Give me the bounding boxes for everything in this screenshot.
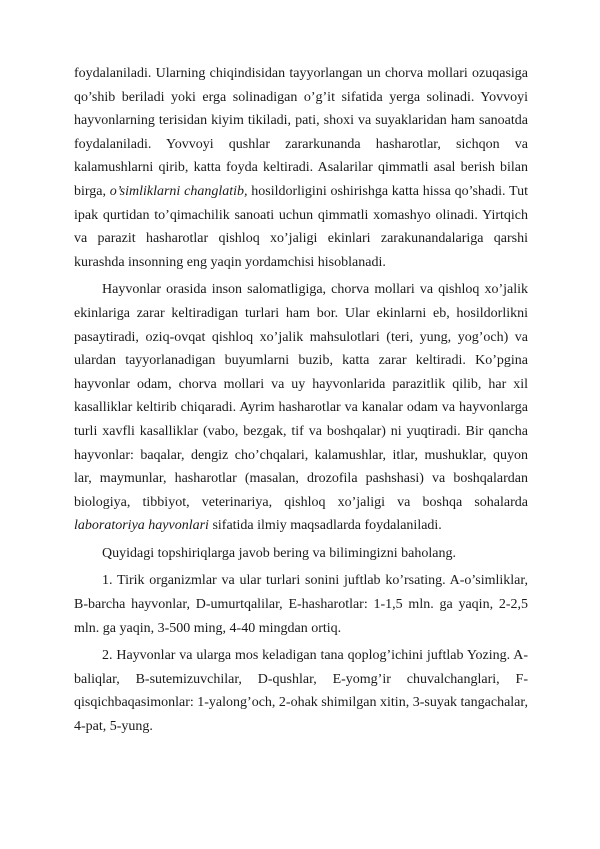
paragraph-text: 2. Hayvonlar va ularga mos keladigan tana qoplog’ichini juftlab Yozing. A-baliqlar, B-sutemizuvchilar, D-qushlar, E-yomg’ir chuvalchanglari, F-qisqichbaqasimonlar: 1-yalong’och, 2-ohak shimilgan xitin, 3-suyak tangachalar, 4-pat, 5-yung. bbox=[74, 648, 528, 735]
paragraph-text: hosildorligini oshirishga katta hissa qo’shadi. Tut ipak qurtidan to’qimachilik sanoati uchun qimmatli xomashyo olinadi. Yirtqich va parazit hasharotlar qishloq xo’jaligi ekinlari zarakunandalariga qarshi kurashda insonning eng yaqin yordamchisi hisoblanadi. bbox=[74, 183, 528, 270]
paragraph-harmful-animals bbox=[74, 278, 528, 538]
paragraph-text: sifatida ilmiy maqsadlarda foydalaniladi. bbox=[208, 518, 442, 534]
italic-term: laboratoriya hayvonlari bbox=[74, 518, 209, 534]
paragraph-tasks-intro bbox=[74, 542, 528, 566]
paragraph-text: Hayvonlar orasida inson salomatligiga, chorva mollari va qishloq xo’jalik ekinlariga zarar keltiradigan turlari ham bor. Ular ekinlarni eb, hosildorlikni pasaytiradi, oziq-ovqat qishloq xo’jalik mahsulotlari (teri, yung, yog’och) va ulardan tayyorlanadigan buyumlarni buzib, katta zarar keltiradi. Ko’pgina hayvonlar odam, chorva mollari va uy hayvonlarida parazitlik qilib, har xil kasalliklar keltirib chiqaradi. Ayrim hasharotlar va kanalar odam va hayvonlarga turli xavfli kasalliklar (vabo, bezgak, tif va boshqalar) ni yuqtiradi. Bir qancha hayvonlar: baqalar, dengiz cho’chqalari, kalamushlar, itlar, mushuklar, quyon lar, maymunlar, hasharotlar (masalan, drozofila pashshasi) va boshqalardan biologiya, tibbiyot, veterinariya, qishloq xo’jaligi va boshqa sohalarda bbox=[74, 282, 528, 510]
document-page bbox=[74, 62, 528, 743]
paragraph-text: Quyidagi topshiriqlarga javob bering va bilimingizni baholang. bbox=[102, 545, 456, 561]
paragraph-text: 1. Tirik organizmlar va ular turlari sonini juftlab ko’rsating. A-o’simliklar, B-barcha hayvonlar, D-umurtqalilar, E-hasharotlar: 1-1,5 mln. ga yaqin, 2-2,5 mln. ga yaqin, 3-500 ming, 4-40 mingdan ortiq. bbox=[74, 573, 528, 636]
task-2 bbox=[74, 644, 528, 738]
italic-term: o’simliklarni changlatib, bbox=[109, 183, 248, 199]
paragraph-text: foydalaniladi. Ularning chiqindisidan tayyorlangan un chorva mollari ozuqasiga qo’shib beriladi yoki erga solinadigan o’g’it sifatida yerga solinadi. Yovvoyi hayvonlarning terisidan kiyim tikiladi, pati, shoxi va suyaklaridan ham sanoatda foydalaniladi. Yovvoyi qushlar zararkunanda hasharotlar, sichqon va kalamushlarni qirib, katta foyda keltiradi. Asalarilar qimmatli asal berish bilan birga, bbox=[74, 66, 528, 199]
task-1 bbox=[74, 569, 528, 640]
paragraph-animal-uses bbox=[74, 62, 528, 274]
